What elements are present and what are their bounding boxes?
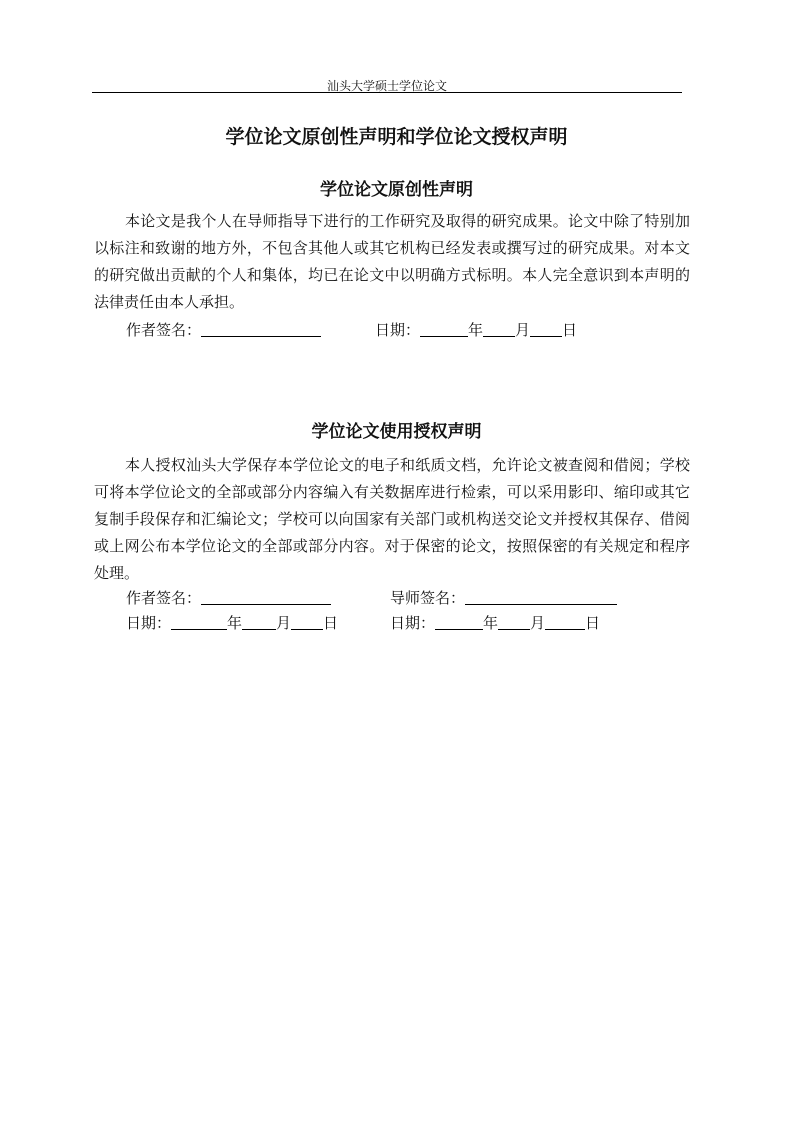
year-label: 年 <box>227 614 243 632</box>
authorization-author-date <box>126 612 338 634</box>
day-label: 日 <box>585 614 601 632</box>
year-label: 年 <box>483 614 499 632</box>
header-rule <box>92 92 682 93</box>
authorization-author-signature <box>126 587 331 609</box>
year-label: 年 <box>468 321 484 339</box>
authorization-body: 本人授权汕头大学保存本学位论文的电子和纸质文档，允许论文被查阅和借阅；学校可将本学位论文的全部或部分内容编入有关数据库进行检索，可以采用影印、缩印或其它复制手段保存和汇编论文；学校可以向国家有关部门或机构送交论文并授权其保存、借阅或上网公布本学位论文的全部或部分内容。对于保密的论文，按照保密的有关规定和程序处理。 <box>94 456 690 582</box>
originality-date <box>375 319 577 341</box>
document-title: 学位论文原创性声明和学位论文授权声明 <box>225 126 568 148</box>
page-header: 汕头大学硕士学位论文 <box>326 79 447 93</box>
supervisor-signature-label: 导师签名： <box>390 589 466 607</box>
originality-body: 本论文是我个人在导师指导下进行的工作研究及取得的研究成果。论文中除了特别加以标注和致谢的地方外，不包含其他人或其它机构已经发表或撰写过的研究成果。对本文的研究做出贡献的个人和集体，均已在论文中以明确方式标明。本人完全意识到本声明的法律责任由本人承担。 <box>94 212 690 311</box>
year-field[interactable] <box>171 613 227 630</box>
month-field[interactable] <box>242 613 276 630</box>
author-signature-field[interactable] <box>201 320 321 337</box>
year-field[interactable] <box>420 320 468 337</box>
year-field[interactable] <box>435 613 483 630</box>
month-field[interactable] <box>498 613 530 630</box>
date-label: 日期： <box>126 614 172 632</box>
month-label: 月 <box>530 614 546 632</box>
day-field[interactable] <box>530 320 562 337</box>
authorization-title: 学位论文使用授权声明 <box>311 422 482 442</box>
authorization-supervisor-signature <box>390 587 617 609</box>
authorization-supervisor-date <box>390 612 600 634</box>
supervisor-signature-field[interactable] <box>465 588 617 605</box>
date-label: 日期： <box>375 321 421 339</box>
originality-title: 学位论文原创性声明 <box>320 180 473 200</box>
day-label: 日 <box>562 321 578 339</box>
month-label: 月 <box>276 614 292 632</box>
day-field[interactable] <box>291 613 323 630</box>
month-field[interactable] <box>483 320 515 337</box>
day-label: 日 <box>323 614 339 632</box>
date-label: 日期： <box>390 614 436 632</box>
day-field[interactable] <box>545 613 585 630</box>
author-signature-field[interactable] <box>201 588 331 605</box>
author-signature-label: 作者签名： <box>126 589 202 607</box>
originality-author-signature <box>126 319 321 341</box>
author-signature-label: 作者签名： <box>126 321 202 339</box>
month-label: 月 <box>515 321 531 339</box>
